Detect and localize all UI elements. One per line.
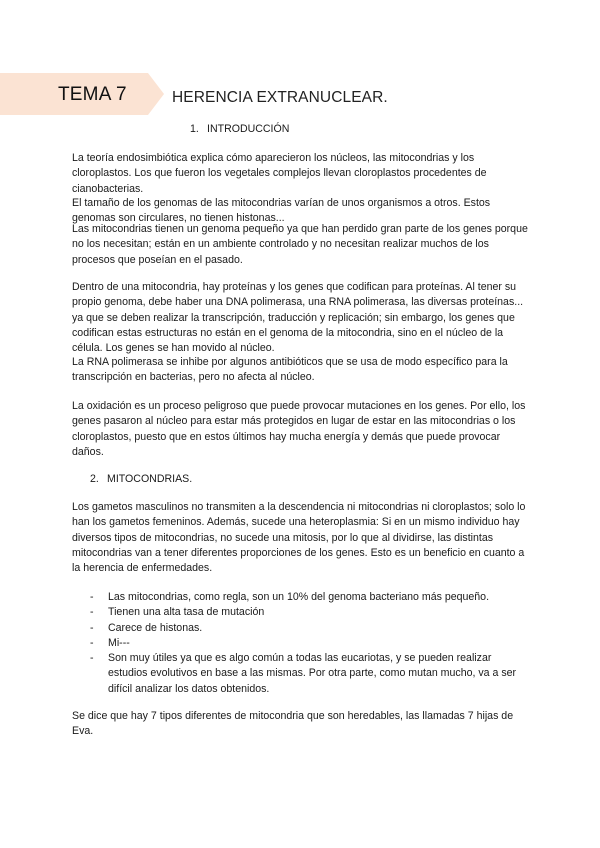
list-item: - Las mitocondrias, como regla, son un 10% del genoma bacteriano más pequeño. xyxy=(90,590,530,605)
list-item: - Mi--- xyxy=(90,636,530,651)
list-item: - Carece de histonas. xyxy=(90,621,530,636)
list-item: - Son muy útiles ya que es algo común a todas las eucariotas, y se pueden realizar estudios evolutivos en base a las mismas. Por otra parte, como mutan mucho, va a ser difícil analizar los datos obtenidos. xyxy=(90,652,517,695)
tema-label: TEMA 7 xyxy=(58,84,127,105)
paragraph: La oxidación es un proceso peligroso que puede provocar mutaciones en los genes. Por ello, los genes pasaron al núcleo para estar más protegidos en lugar de estar en las mitocondrias o los cloroplastos, puesto que en estos últimos hay mucha energía y demás que puede provocar daños. xyxy=(72,400,526,458)
list-item: - Tienen una alta tasa de mutación xyxy=(90,605,530,620)
bullet-marker: - xyxy=(90,621,94,634)
page-title: HERENCIA EXTRANUCLEAR. xyxy=(172,89,388,106)
section-title: INTRODUCCIÓN xyxy=(207,123,290,135)
section-number: 2. xyxy=(90,473,99,485)
section-title: MITOCONDRIAS. xyxy=(107,473,193,485)
bullet-marker: - xyxy=(90,591,94,603)
bullet-marker: - xyxy=(90,652,94,665)
paragraph: Se dice que hay 7 tipos diferentes de mitocondria que son heredables, las llamadas 7 hijas de Eva. xyxy=(72,710,514,738)
bullet-list xyxy=(90,590,530,697)
paragraph: El tamaño de los genomas de las mitocondrias varían de unos organismos a otros. Estos genomas son circulares, no tienen histonas... xyxy=(72,197,491,225)
section-number: 1. xyxy=(190,123,199,135)
paragraph: La RNA polimerasa se inhibe por algunos antibióticos que se usa de modo específico para la transcripción en bacterias, pero no afecta al núcleo. xyxy=(72,356,508,384)
paragraph: La teoría endosimbiótica explica cómo aparecieron los núcleos, las mitocondrias y los cloroplastos. Los que fueron los vegetales complejos llevan cloroplastos procedentes de cianobacterias. xyxy=(72,152,487,195)
section-heading-intro xyxy=(190,122,289,137)
bullet-marker: - xyxy=(90,636,94,649)
section-heading-mitocondrias xyxy=(90,472,192,487)
bullet-marker: - xyxy=(90,606,94,619)
paragraph: Las mitocondrias tienen un genoma pequeño ya que han perdido gran parte de los genes porque no los necesitan; están en un ambiente controlado y no necesitan realizar muchos de los procesos que poseían en el pasado. xyxy=(72,223,528,266)
paragraph: Los gametos masculinos no transmiten a la descendencia ni mitocondrias ni cloroplastos; solo lo han los gametos femeninos. Además, sucede una heteroplasmia: Si en un mismo individuo hay diversos tipos de mitocondrias, no sucede una mitosis, por lo que al dividirse, las distintas mitocondrias van a tener diferentes proporciones de los genes. Esto es un beneficio en cuanto a la herencia de enfermedades. xyxy=(72,501,526,575)
paragraph: Dentro de una mitocondria, hay proteínas y los genes que codifican para proteínas. Al tener su propio genoma, debe haber una DNA polimerasa, una RNA polimerasa, las diversas proteínas... ya que se deben realizar la transcripción, traducción y replicación; sin embargo, los genes que codifican estas estructuras no están en el genoma de la mitocondria, sino en el núcleo de la célula. Los genes se han movido al núcleo. xyxy=(72,281,524,355)
